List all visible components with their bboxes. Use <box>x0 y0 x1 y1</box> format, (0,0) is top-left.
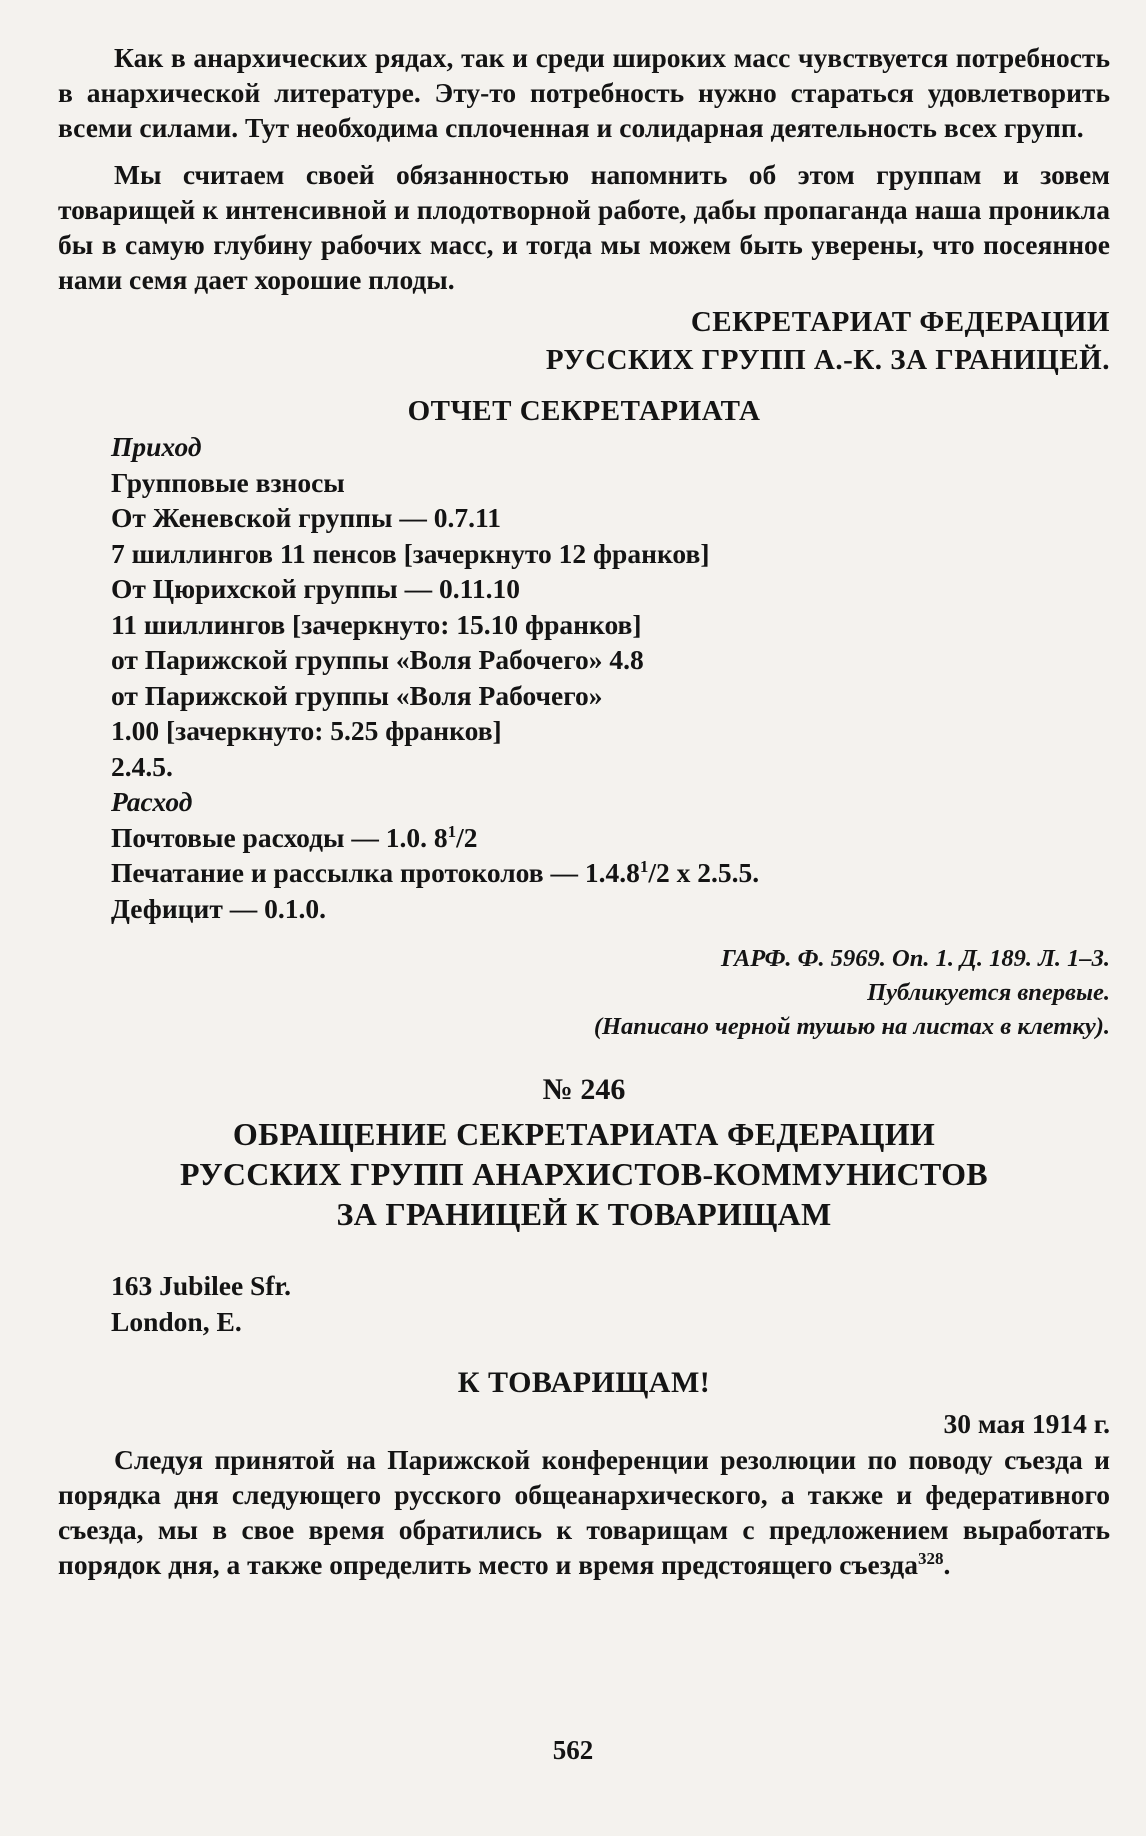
income-line: 1.00 [зачеркнуто: 5.25 франков] <box>111 715 502 746</box>
income-line: От Женевской группы — 0.7.11 <box>111 502 501 533</box>
income-line: от Парижской группы «Воля Рабочего» 4.8 <box>111 644 644 675</box>
income-line: от Парижской группы «Воля Рабочего» <box>111 679 603 711</box>
document-body: Следуя принятой на Парижской конференции резолюции по поводу съезда и порядка дня следующего русского общеанархического, а также и федеративного съезда, мы в свое время обратились к товарищам с предложением выработать порядок дня, а также определить место и время предстоящего съезда$^{328}$. <box>58 1444 1110 1580</box>
expense-postal: Почтовые расходы — 1.0. $8^1/2$ <box>111 821 478 853</box>
document-title-line: РУССКИХ ГРУПП АНАРХИСТОВ-КОММУНИСТОВ <box>180 1156 988 1192</box>
expense-printing: Печатание и рассылка протоколов — 1.4.8$^1$/2 х 2.5.5. <box>111 857 760 888</box>
income-line: 11 шиллингов [зачеркнуто: 15.10 франков] <box>111 608 642 640</box>
document-title-line: ОБРАЩЕНИЕ СЕКРЕТАРИАТА ФЕДЕРАЦИИ <box>232 1116 936 1152</box>
page-number: 562 <box>552 1735 594 1765</box>
footnote-ref: 328 <box>917 1549 944 1568</box>
signature-block <box>58 303 1110 379</box>
income-line: Групповые взносы <box>111 466 345 498</box>
signature-line-2: РУССКИХ ГРУПП А.-К. ЗА ГРАНИЦЕЙ. <box>545 344 1110 376</box>
source-note <box>58 942 1110 1044</box>
paragraph-literature: Как в анархических рядах, так и среди широких масс чувствуется потребность в анархической литературе. Эту-то потребность нужно стараться удовлетворить всеми силами. Тут необходима сплоченная и солидарная деятельность всех групп. <box>58 42 1110 143</box>
greeting: К ТОВАРИЩАМ! <box>457 1366 711 1399</box>
address-line-1: 163 Jubilee Sfr. <box>111 1270 292 1301</box>
income-line: От Цюрихской группы — 0.11.10 <box>111 573 520 604</box>
document-date: 30 мая 1914 г. <box>943 1408 1110 1439</box>
source-archive: ГАРФ. Ф. 5969. Оп. 1. Д. 189. Л. 1–3. <box>721 945 1110 972</box>
source-description: (Написано черной тушью на листах в клетку). <box>593 1013 1110 1040</box>
income-caption: Приход <box>111 431 202 462</box>
source-published: Публикуется впервые. <box>867 979 1110 1006</box>
address-block <box>58 1268 1110 1340</box>
income-line: 7 шиллингов 11 пенсов [зачеркнуто 12 франков] <box>111 537 710 569</box>
paragraph-appeal: Мы считаем своей обязанностью напомнить об этом группам и зовем товарищей к интенсивной и плодотворной работе, дабы пропаганда наша проникла бы в самую глубину рабочих масс, и тогда мы можем быть уверены, что посеянное нами семя дает хорошие плоды. <box>58 159 1110 295</box>
address-line-2: London, E. <box>111 1306 242 1337</box>
report-title: ОТЧЕТ СЕКРЕТАРИАТА <box>407 395 761 427</box>
document-title <box>58 1114 1110 1234</box>
expense-deficit: Дефицит — 0.1.0. <box>111 892 326 924</box>
signature-line-1: СЕКРЕТАРИАТ ФЕДЕРАЦИИ <box>690 306 1110 338</box>
income-line: 2.4.5. <box>111 750 173 782</box>
expense-caption: Расход <box>111 786 193 817</box>
document-title-line: ЗА ГРАНИЦЕЙ К ТОВАРИЩАМ <box>336 1196 832 1232</box>
document-number: № 246 <box>542 1073 626 1106</box>
report-accounts <box>58 429 1110 926</box>
page-content <box>58 40 1110 1582</box>
